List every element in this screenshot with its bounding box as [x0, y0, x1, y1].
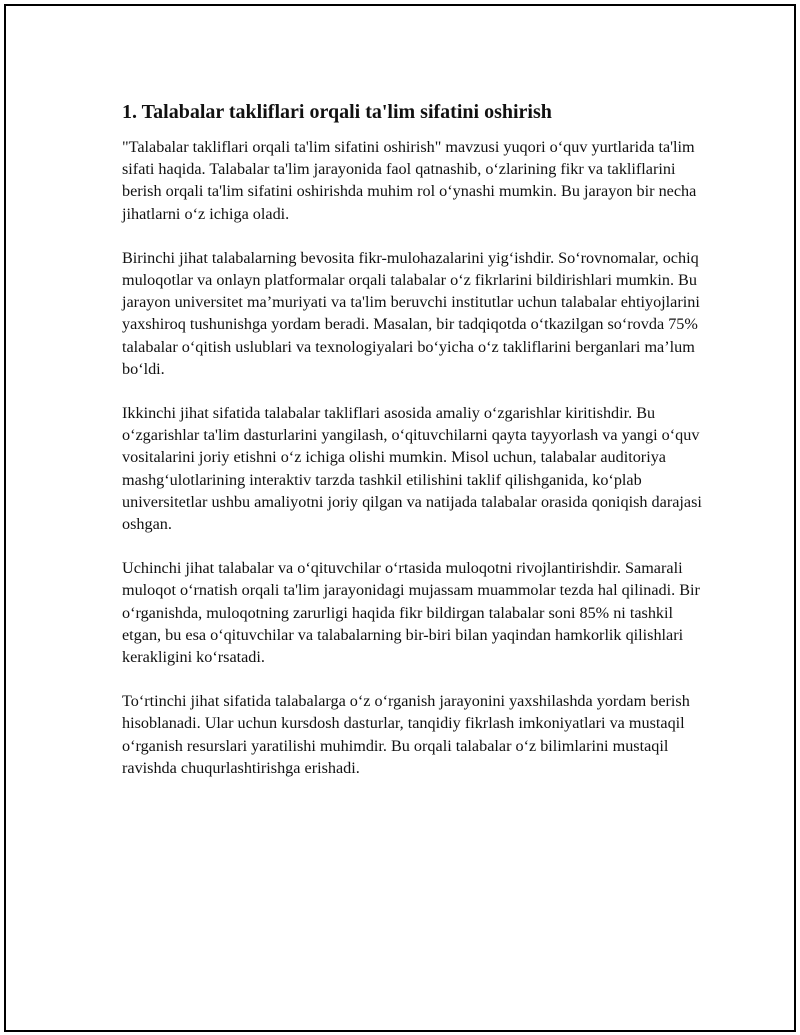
paragraph-intro: "Talabalar takliflari orqali ta'lim sifatini oshirish" mavzusi yuqori oʻquv yurtlarida ta'lim sifati haqida. Talabalar ta'lim jarayonida faol qatnashib, oʻzlarining fikr va takliflarini berish orqali ta'lim sifatini oshirishda muhim rol oʻynashi mumkin. Bu jarayon bir necha jihatlarni oʻz ichiga oladi. [122, 138, 697, 223]
page-frame [4, 4, 796, 1032]
paragraph-fourth-aspect: Toʻrtinchi jihat sifatida talabalarga oʻz oʻrganish jarayonini yaxshilashda yordam berish hisoblanadi. Ular uchun kursdosh dasturlar, tanqidiy fikrlash imkoniyatlari va mustaqil oʻrganish resurslari yaratilishi muhimdir. Bu orqali talabalar oʻz bilimlarini mustaqil ravishda chuqurlashtirishga erishadi. [122, 692, 690, 777]
document-body [122, 98, 702, 801]
paragraph-third-aspect: Uchinchi jihat talabalar va oʻqituvchilar oʻrtasida muloqotni rivojlantirishdir. Samarali muloqot oʻrnatish orqali ta'lim jarayonidagi mujassam muammolar tezda hal qilinadi. Bir oʻrganishda, muloqotning zarurligi haqida fikr bildirgan talabalar soni 85% ni tashkil etgan, bu esa oʻqituvchilar va talabalarning bir-biri bilan yaqindan hamkorlik qilishlari kerakligini koʻrsatadi. [122, 559, 700, 667]
paragraph-second-aspect: Ikkinchi jihat sifatida talabalar takliflari asosida amaliy oʻzgarishlar kiritishdir. Bu oʻzgarishlar ta'lim dasturlarini yangilash, oʻqituvchilarni qayta tayyorlash va yangi oʻquv vositalarini joriy etishni oʻz ichiga olishi mumkin. Misol uchun, talabalar auditoriya mashgʻulotlarining interaktiv tarzda tashkil etilishini taklif qilishganida, koʻplab universitetlar ushbu amaliyotni joriy qilgan va natijada talabalar orasida qoniqish darajasi oshgan. [122, 404, 702, 534]
document-title: 1. Talabalar takliflari orqali ta'lim sifatini oshirish [122, 101, 552, 123]
paragraph-first-aspect: Birinchi jihat talabalarning bevosita fikr-mulohazalarini yigʻishdir. Soʻrovnomalar, ochiq muloqotlar va onlayn platformalar orqali talabalar oʻz fikrlarini bildirishlari mumkin. Bu jarayon universitet maʼmuriyati va ta'lim beruvchi institutlar uchun talabalar ehtiyojlarini yaxshiroq tushunishga yordam beradi. Masalan, bir tadqiqotda oʻtkazilgan soʻrovda 75% talabalar oʻqitish uslublari va texnologiyalari boʻyicha oʻz takliflarini berganlari maʼlum boʻldi. [122, 248, 700, 378]
